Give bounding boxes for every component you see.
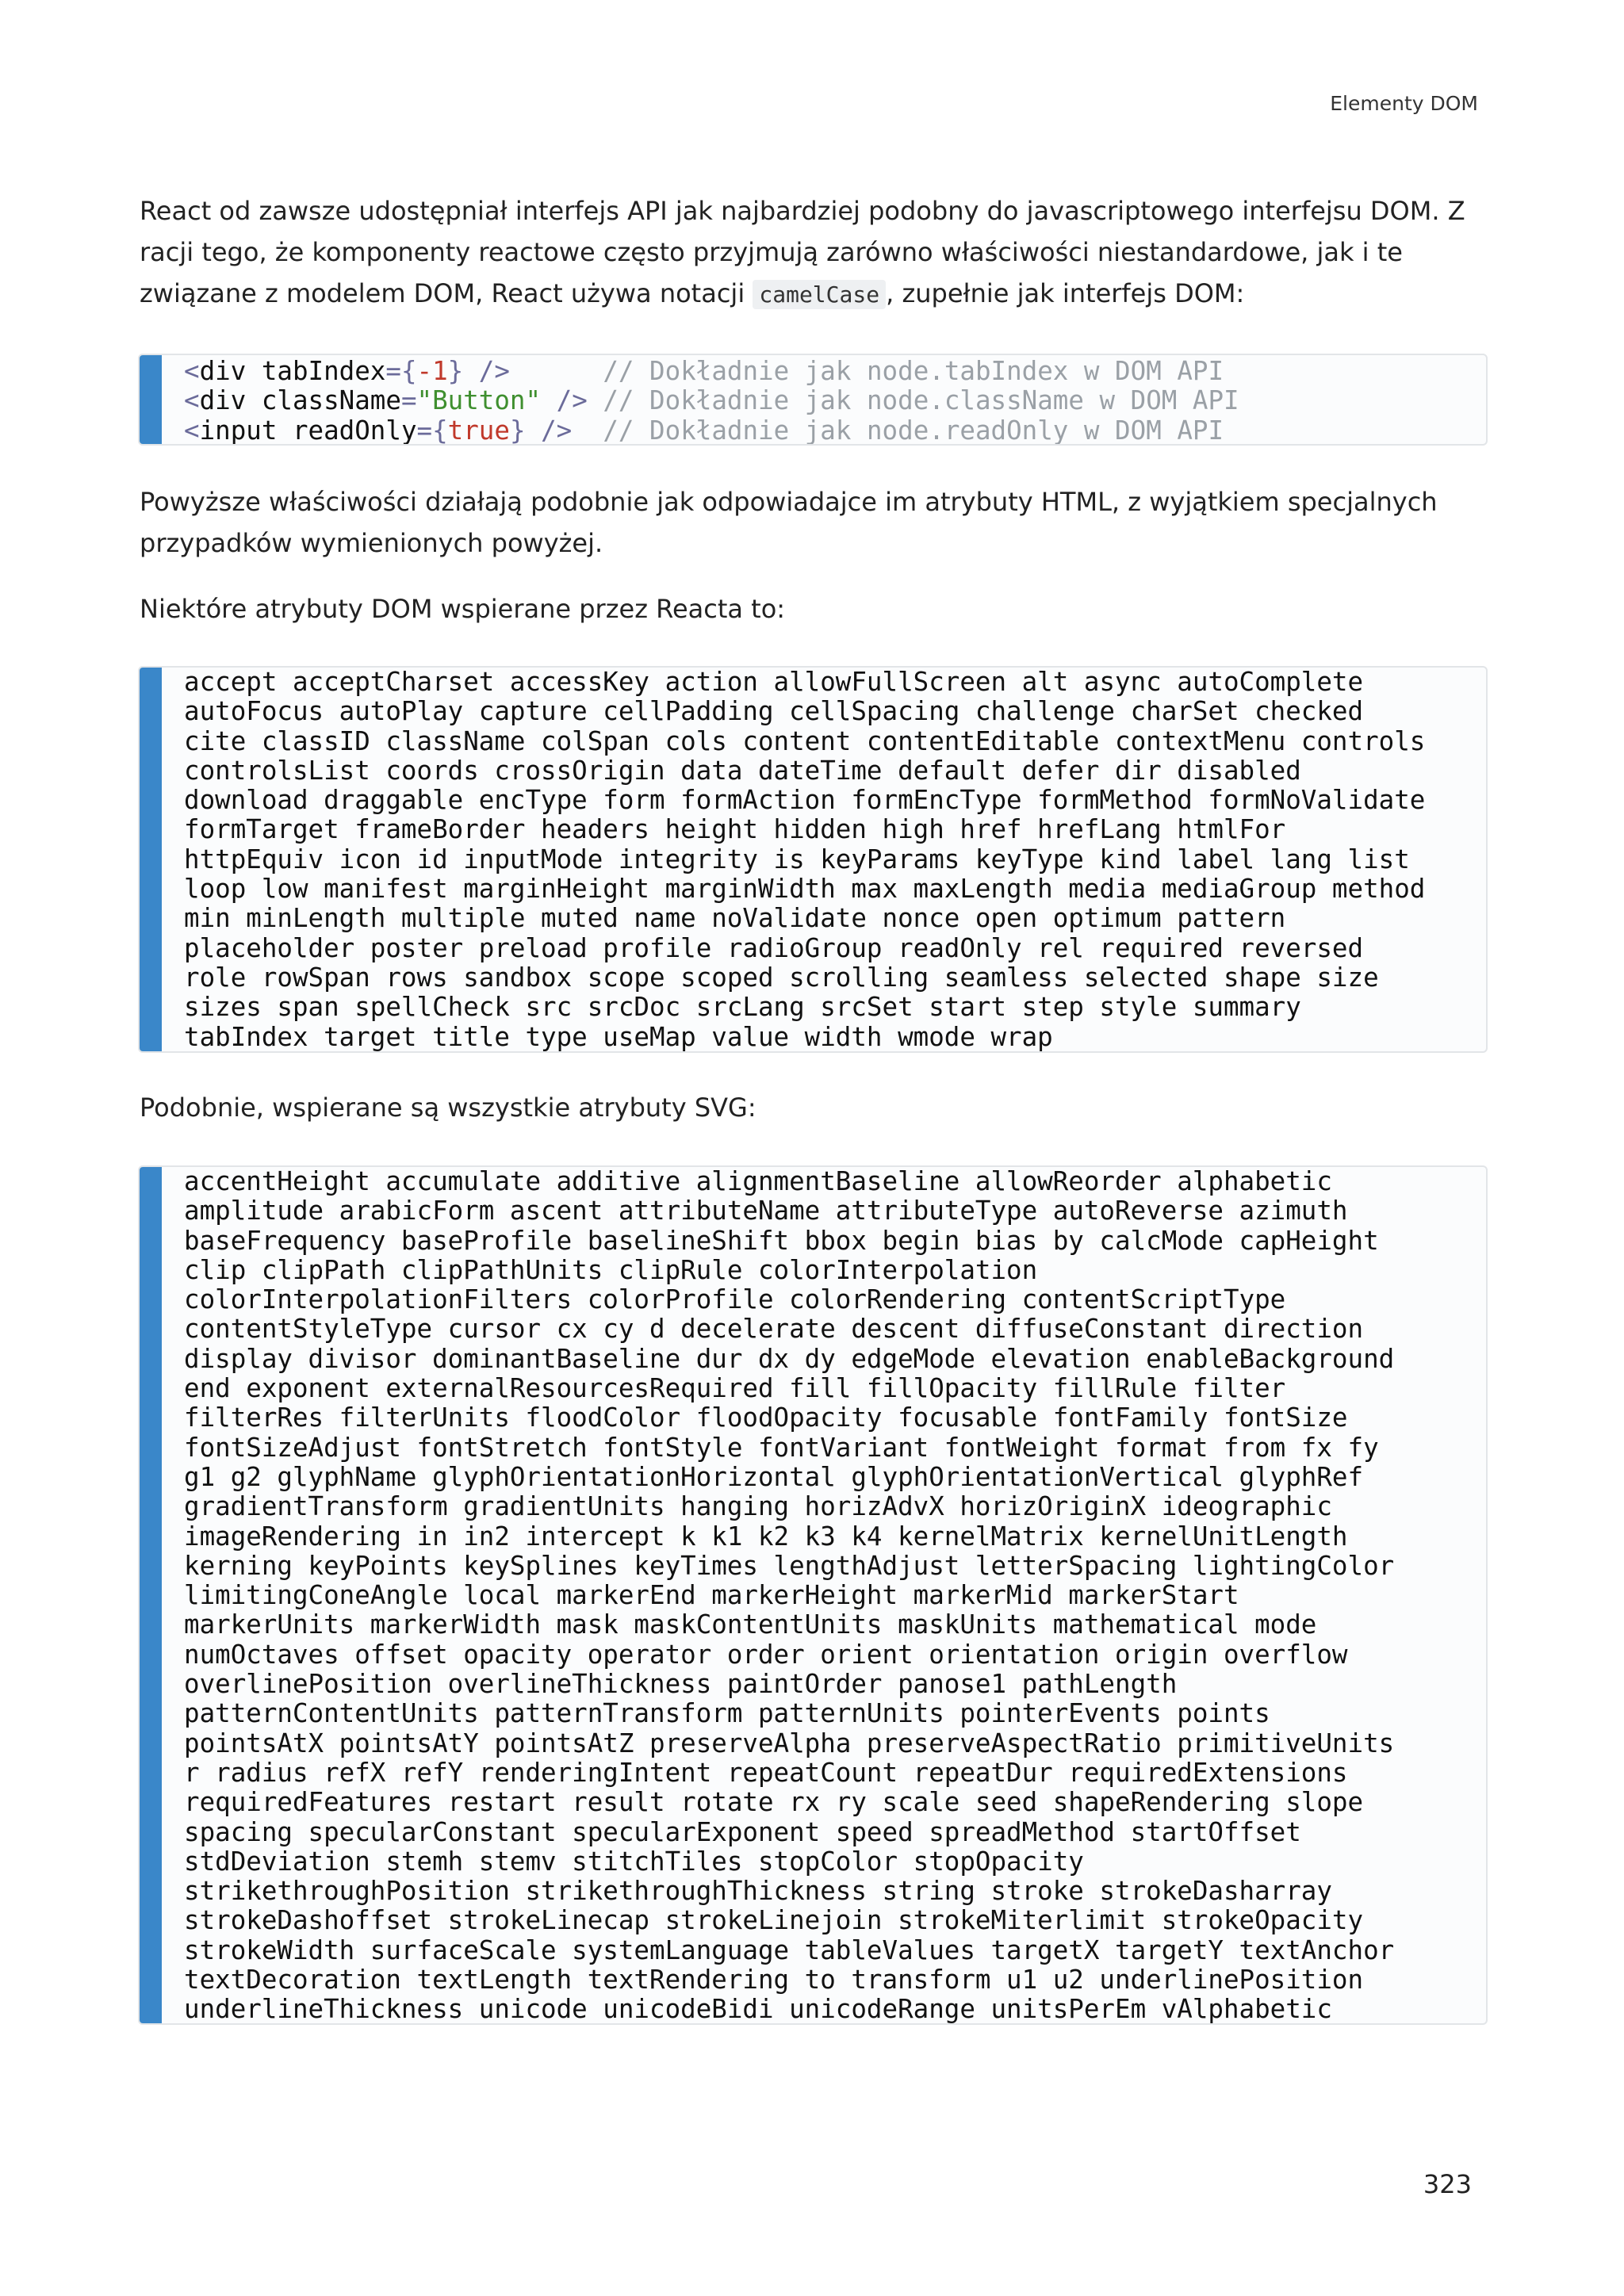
code-line: end exponent externalResourcesRequired fill fillOpacity fillRule filter — [184, 1373, 1286, 1404]
code-line: download draggable encType form formAction formEncType formMethod formNoValidate — [184, 785, 1426, 816]
code-line: sizes span spellCheck src srcDoc srcLang srcSet start step style summary — [184, 992, 1301, 1023]
code-line: strokeWidth surfaceScale systemLanguage tableValues targetX targetY textAnchor — [184, 1934, 1395, 1965]
example-code — [140, 355, 1486, 446]
code-line: accept acceptCharset accessKey action allowFullScreen alt async autoComplete — [184, 667, 1364, 697]
code-line: amplitude arabicForm ascent attributeName attributeType autoReverse azimuth — [184, 1196, 1348, 1226]
code-line: kerning keyPoints keySplines keyTimes lengthAdjust letterSpacing lightingColor — [184, 1550, 1395, 1581]
code-line: contentStyleType cursor cx cy d decelerate descent diffuseConstant direction — [184, 1314, 1364, 1345]
code-line: clip clipPath clipPathUnits clipRule colorInterpolation — [184, 1254, 1038, 1285]
code-line: numOctaves offset opacity operator order orient orientation origin overflow — [184, 1639, 1348, 1670]
dom-attributes-list — [140, 668, 1486, 1052]
code-line: fontSizeAdjust fontStretch fontStyle fontVariant fontWeight format from fx fy — [184, 1432, 1379, 1463]
code-line: markerUnits markerWidth mask maskContentUnits maskUnits mathematical mode — [184, 1609, 1317, 1640]
code-line: httpEquiv icon id inputMode integrity is keyParams keyType kind label lang list — [184, 844, 1410, 874]
code-line: autoFocus autoPlay capture cellPadding cellSpacing challenge charSet checked — [184, 696, 1364, 727]
code-block-accent-bar — [140, 355, 162, 444]
code-line: baseFrequency baseProfile baselineShift bbox begin bias by calcMode capHeight — [184, 1225, 1379, 1256]
code-line: patternContentUnits patternTransform patternUnits pointerEvents points — [184, 1698, 1270, 1729]
code-line: loop low manifest marginHeight marginWidth max maxLength media mediaGroup method — [184, 874, 1426, 905]
code-line: filterRes filterUnits floodColor floodOpacity focusable fontFamily fontSize — [184, 1402, 1348, 1433]
code-line: <div className="Button" /> // Dokładnie jak node.className w DOM API — [184, 385, 1239, 416]
code-line: strikethroughPosition strikethroughThickness string stroke strokeDasharray — [184, 1876, 1332, 1907]
svg-attributes-code-block — [138, 1165, 1488, 2025]
code-line: pointsAtX pointsAtY pointsAtZ preserveAlpha preserveAspectRatio primitiveUnits — [184, 1728, 1395, 1758]
code-line: formTarget frameBorder headers height hidden high href hrefLang htmlFor — [184, 814, 1286, 845]
code-line: requiredFeatures restart result rotate rx ry scale seed shapeRendering slope — [184, 1787, 1364, 1818]
code-line: colorInterpolationFilters colorProfile colorRendering contentScriptType — [184, 1284, 1286, 1315]
code-line: min minLength multiple muted name noValidate nonce open optimum pattern — [184, 903, 1286, 934]
svg-attributes-intro: Podobnie, wspierane są wszystkie atrybuty SVG: — [140, 1093, 756, 1123]
code-line: overlinePosition overlineThickness paintOrder panose1 pathLength — [184, 1669, 1178, 1700]
code-line: placeholder poster preload profile radioGroup readOnly rel required reversed — [184, 932, 1364, 963]
code-line: r radius refX refY renderingIntent repeatCount repeatDur requiredExtensions — [184, 1757, 1348, 1788]
code-line: display divisor dominantBaseline dur dx dy edgeMode elevation enableBackground — [184, 1343, 1395, 1374]
code-line: cite classID className colSpan cols content contentEditable contextMenu controls — [184, 725, 1426, 756]
code-block-accent-bar — [140, 668, 162, 1051]
code-line: spacing specularConstant specularExponent speed spreadMethod startOffset — [184, 1816, 1301, 1847]
code-line: controlsList coords crossOrigin data dateTime default defer dir disabled — [184, 755, 1301, 786]
intro-text-before: React od zawsze udostępniał interfejs API jak najbardziej podobny do javascriptowego interfejsu DOM. Z racji tego, że komponenty reactowe często przyjmują zarówno właściwości niestandardowe, jak i te związane z modelem DOM, React używa notacji — [140, 196, 1465, 308]
intro-text-after: , zupełnie jak interfejs DOM: — [886, 278, 1245, 308]
code-line: <input readOnly={true} /> // Dokładnie jak node.readOnly w DOM API — [184, 415, 1224, 446]
code-line: strokeDashoffset strokeLinecap strokeLinejoin strokeMiterlimit strokeOpacity — [184, 1905, 1364, 1936]
dom-attributes-intro: Niektóre atrybuty DOM wspierane przez Reacta to: — [140, 594, 786, 624]
code-line: gradientTransform gradientUnits hanging horizAdvX horizOriginX ideographic — [184, 1491, 1332, 1522]
code-line: tabIndex target title type useMap value width wmode wrap — [184, 1021, 1053, 1052]
code-block-accent-bar — [140, 1167, 162, 2023]
dom-attributes-code-block — [138, 666, 1488, 1053]
svg-attributes-list — [140, 1167, 1486, 2025]
code-line: g1 g2 glyphName glyphOrientationHorizontal glyphOrientationVertical glyphRef — [184, 1461, 1364, 1492]
code-line: <div tabIndex={-1} /> // Dokładnie jak node.tabIndex w DOM API — [184, 356, 1224, 386]
inline-code-camelcase: camelCase — [753, 280, 886, 309]
intro-paragraph — [140, 190, 1488, 316]
code-line: stdDeviation stemh stemv stitchTiles stopColor stopOpacity — [184, 1846, 1084, 1877]
html-attributes-paragraph: Powyższe właściwości działają podobnie jak odpowiadajce im atrybuty HTML, z wyjątkiem specjalnych przypadków wymienionych powyżej. — [140, 487, 1438, 558]
code-line: role rowSpan rows sandbox scope scoped scrolling seamless selected shape size — [184, 962, 1379, 993]
running-header: Elementy DOM — [1330, 92, 1478, 115]
code-line: imageRendering in in2 intercept k k1 k2 k3 k4 kernelMatrix kernelUnitLength — [184, 1521, 1348, 1552]
code-line: textDecoration textLength textRendering to transform u1 u2 underlinePosition — [184, 1965, 1364, 1996]
code-line: underlineThickness unicode unicodeBidi unicodeRange unitsPerEm vAlphabetic — [184, 1994, 1332, 2025]
example-code-block — [138, 354, 1488, 446]
page-number: 323 — [1423, 2169, 1472, 2199]
code-line: accentHeight accumulate additive alignmentBaseline allowReorder alphabetic — [184, 1166, 1332, 1196]
code-line: limitingConeAngle local markerEnd markerHeight markerMid markerStart — [184, 1580, 1239, 1611]
